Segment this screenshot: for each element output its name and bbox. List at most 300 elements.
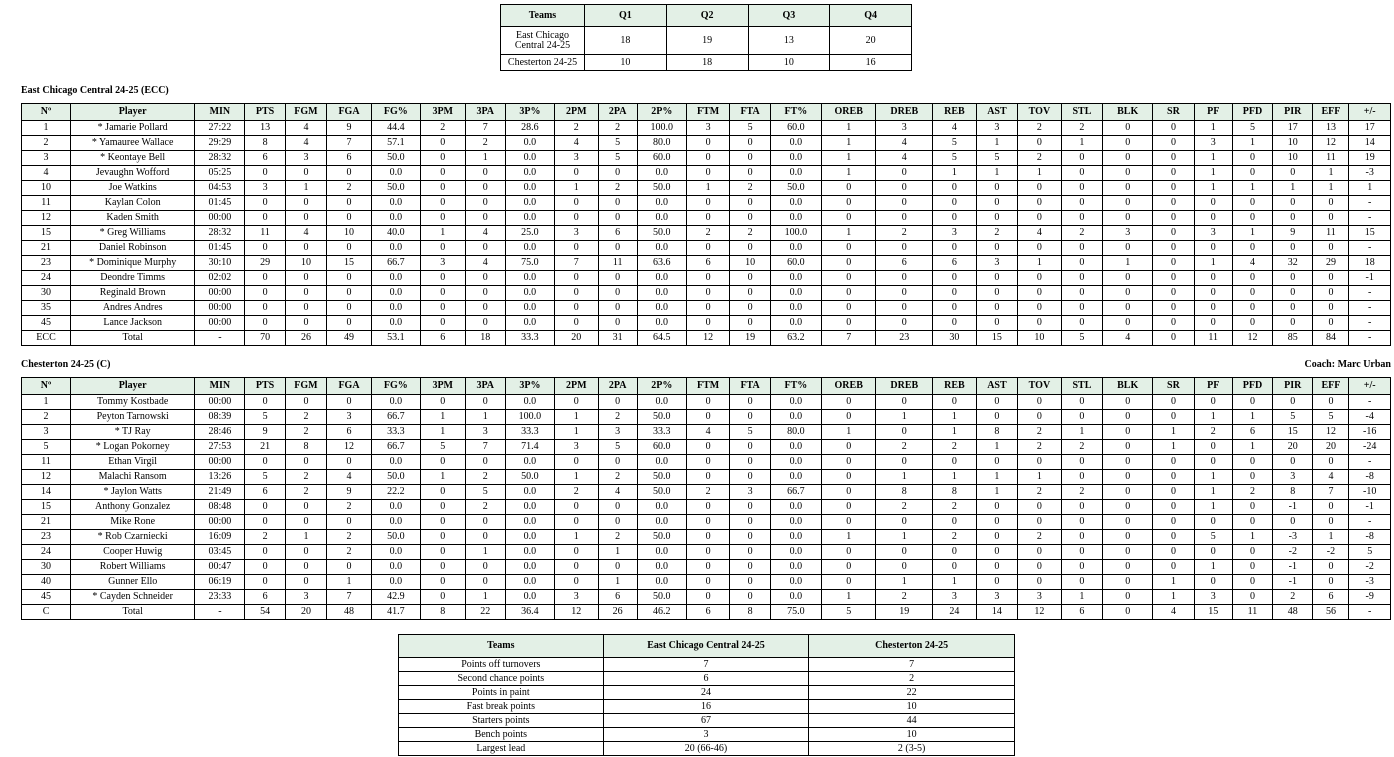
stat-cell: -1: [1273, 560, 1313, 575]
stat-cell: 100.0: [505, 410, 554, 425]
stat-cell: 0: [1061, 316, 1102, 331]
stat-cell: 33.3: [371, 425, 420, 440]
stat-cell: 0: [730, 500, 770, 515]
stat-cell: 0: [327, 286, 372, 301]
player-row: [22, 575, 1391, 590]
comparison-cell: 6: [603, 672, 809, 686]
stat-cell: 1: [876, 410, 933, 425]
stat-cell: 0: [1313, 560, 1349, 575]
stat-cell: 0: [598, 395, 637, 410]
stat-cell: 0: [420, 271, 465, 286]
stat-cell: 12: [554, 605, 598, 620]
stat-cell: 0.0: [505, 166, 554, 181]
stat-cell: 0.0: [505, 136, 554, 151]
stat-cell: 0: [876, 560, 933, 575]
player-row: [22, 256, 1391, 271]
stat-cell: 0: [821, 395, 875, 410]
stat-cell: 0: [876, 181, 933, 196]
stat-cell: 0: [876, 301, 933, 316]
stat-cell: 2: [598, 470, 637, 485]
player-row: [22, 301, 1391, 316]
stat-cell: 2: [598, 121, 637, 136]
stat-cell: 66.7: [371, 440, 420, 455]
stat-header-cell: REB: [933, 104, 977, 121]
stat-cell: 30:10: [195, 256, 245, 271]
stat-cell: 29: [245, 256, 285, 271]
stat-cell: 0: [245, 166, 285, 181]
stat-cell: 85: [1273, 331, 1313, 346]
stat-cell: 27:53: [195, 440, 245, 455]
stat-cell: 4: [1232, 256, 1272, 271]
player-row: [22, 485, 1391, 500]
stat-cell: 1: [821, 136, 875, 151]
stat-cell: 0: [1273, 515, 1313, 530]
stat-cell: 6: [327, 151, 372, 166]
stat-cell: 50.0: [637, 181, 686, 196]
stat-cell: 4: [598, 485, 637, 500]
player-name-cell: Total: [71, 331, 195, 346]
stat-cell: 60.0: [770, 256, 821, 271]
stat-cell: 0: [730, 440, 770, 455]
stat-cell: 0: [1061, 256, 1102, 271]
stat-cell: 0.0: [505, 301, 554, 316]
comparison-row: [399, 672, 1015, 686]
player-name-cell: Tommy Kostbade: [71, 395, 195, 410]
quarter-body: [501, 27, 912, 71]
stat-cell: 0: [876, 425, 933, 440]
total-row: [22, 605, 1391, 620]
stat-cell: 1: [1061, 425, 1102, 440]
stat-cell: 0: [1232, 241, 1272, 256]
stat-cell: 0: [1061, 515, 1102, 530]
stat-cell: 0: [327, 455, 372, 470]
stat-cell: 0: [598, 241, 637, 256]
stat-cell: 3: [465, 425, 505, 440]
stat-cell: 0: [730, 211, 770, 226]
stat-cell: 1: [1313, 166, 1349, 181]
stat-cell: 0: [730, 136, 770, 151]
stat-cell: 0: [1103, 211, 1153, 226]
stat-cell: -1: [1273, 500, 1313, 515]
stat-cell: 0: [554, 166, 598, 181]
stat-cell: 0: [1061, 455, 1102, 470]
stat-cell: 0.0: [505, 560, 554, 575]
player-name-cell: Andres Andres: [71, 301, 195, 316]
stat-cell: 2: [1273, 590, 1313, 605]
stat-cell: 0.0: [770, 136, 821, 151]
stat-cell: 2: [933, 530, 977, 545]
player-name-cell: * Cayden Schneider: [71, 590, 195, 605]
stat-cell: 0: [1273, 196, 1313, 211]
stat-cell: 0: [1061, 151, 1102, 166]
stat-cell: 0: [598, 515, 637, 530]
stat-cell: 0: [465, 560, 505, 575]
quarter-cell: 13: [748, 27, 830, 55]
stat-cell: 0: [285, 500, 326, 515]
stat-cell: 0: [554, 575, 598, 590]
stat-cell: 0: [1232, 301, 1272, 316]
stat-cell: 23: [876, 331, 933, 346]
comparison-body: [399, 658, 1015, 756]
stat-cell: 0: [1313, 241, 1349, 256]
stat-cell: 5: [1194, 530, 1232, 545]
stat-header-cell: DREB: [876, 378, 933, 395]
team1-box-score: [21, 103, 1391, 346]
stat-cell: 00:00: [195, 301, 245, 316]
stat-cell: 0.0: [505, 545, 554, 560]
stat-cell: 60.0: [637, 151, 686, 166]
stat-cell: 0: [1103, 286, 1153, 301]
player-row: [22, 455, 1391, 470]
stat-cell: 0: [876, 211, 933, 226]
stat-cell: 0: [420, 575, 465, 590]
stat-header-cell: PFD: [1232, 104, 1272, 121]
stat-cell: 100.0: [770, 226, 821, 241]
stat-cell: 0.0: [637, 271, 686, 286]
stat-cell: 11: [22, 455, 71, 470]
stat-cell: 0: [730, 196, 770, 211]
stat-cell: 5: [598, 151, 637, 166]
stat-cell: 0.0: [770, 515, 821, 530]
stat-cell: 80.0: [637, 136, 686, 151]
stat-cell: 24: [22, 545, 71, 560]
stat-cell: 11: [1194, 331, 1232, 346]
stat-cell: 0: [821, 196, 875, 211]
stat-cell: 53.1: [371, 331, 420, 346]
stat-cell: 0: [327, 211, 372, 226]
stat-cell: 0: [821, 256, 875, 271]
stat-cell: C: [22, 605, 71, 620]
stat-cell: 0: [1194, 196, 1232, 211]
comparison-cell: Second chance points: [399, 672, 604, 686]
stat-cell: 2: [420, 121, 465, 136]
stat-header-cell: FGA: [327, 378, 372, 395]
player-row: [22, 121, 1391, 136]
stat-cell: 1: [465, 151, 505, 166]
stat-cell: 0: [1153, 395, 1194, 410]
team2-header-row: [22, 378, 1391, 395]
stat-cell: 0: [1232, 151, 1272, 166]
stat-cell: 0: [730, 286, 770, 301]
stat-cell: 17: [1349, 121, 1391, 136]
stat-cell: 6: [686, 256, 730, 271]
stat-cell: 0.0: [770, 151, 821, 166]
stat-cell: 0: [245, 271, 285, 286]
stat-cell: 0: [1153, 485, 1194, 500]
stat-cell: 0: [1018, 545, 1062, 560]
stat-cell: 0: [1018, 181, 1062, 196]
stat-cell: 2: [1232, 485, 1272, 500]
quarter-cell: East Chicago Central 24-25: [501, 27, 585, 55]
stat-cell: 0: [1194, 301, 1232, 316]
stat-cell: 0.0: [637, 395, 686, 410]
stat-cell: 2: [598, 181, 637, 196]
stat-cell: 3: [1194, 226, 1232, 241]
stat-cell: 5: [598, 440, 637, 455]
stat-header-cell: MIN: [195, 104, 245, 121]
stat-cell: 11: [22, 196, 71, 211]
stat-cell: 00:00: [195, 515, 245, 530]
stat-cell: 1: [933, 470, 977, 485]
stat-cell: 33.3: [505, 331, 554, 346]
stat-cell: 0: [876, 241, 933, 256]
stat-cell: 0: [876, 545, 933, 560]
stat-cell: 5: [821, 605, 875, 620]
stat-header-cell: PFD: [1232, 378, 1272, 395]
team2-body: [22, 395, 1391, 620]
stat-cell: 48: [1273, 605, 1313, 620]
stat-cell: 0: [327, 241, 372, 256]
stat-cell: 6: [876, 256, 933, 271]
stat-cell: 0: [1018, 575, 1062, 590]
player-row: [22, 271, 1391, 286]
stat-cell: 22.2: [371, 485, 420, 500]
stat-cell: 00:00: [195, 211, 245, 226]
stat-cell: 1: [285, 530, 326, 545]
stat-header-cell: BLK: [1103, 104, 1153, 121]
comparison-row: [399, 686, 1015, 700]
stat-cell: -24: [1349, 440, 1391, 455]
stat-cell: 0: [686, 196, 730, 211]
stat-cell: 0: [1153, 560, 1194, 575]
stat-cell: 0: [465, 455, 505, 470]
stat-cell: 0: [730, 410, 770, 425]
stat-cell: 0.0: [770, 500, 821, 515]
stat-cell: 0.0: [770, 530, 821, 545]
stat-cell: 2: [1061, 226, 1102, 241]
stat-cell: 08:39: [195, 410, 245, 425]
stat-cell: 0: [730, 590, 770, 605]
stat-cell: 26: [598, 605, 637, 620]
stat-cell: 48: [327, 605, 372, 620]
stat-cell: 2: [686, 226, 730, 241]
comparison-row: [399, 658, 1015, 672]
stat-cell: 1: [821, 151, 875, 166]
stat-cell: 50.0: [505, 470, 554, 485]
player-row: [22, 440, 1391, 455]
stat-cell: 0: [554, 515, 598, 530]
stat-cell: 0: [420, 151, 465, 166]
stat-cell: 0: [821, 301, 875, 316]
stat-cell: 0: [465, 301, 505, 316]
stat-cell: 25.0: [505, 226, 554, 241]
stat-cell: 0: [1313, 455, 1349, 470]
stat-cell: 0: [1103, 545, 1153, 560]
stat-cell: 11: [1313, 151, 1349, 166]
stat-cell: 2: [465, 136, 505, 151]
stat-cell: 49: [327, 331, 372, 346]
quarter-header-row: [501, 5, 912, 27]
stat-cell: 0: [1273, 316, 1313, 331]
stat-cell: 0: [1061, 470, 1102, 485]
stat-cell: 0: [1103, 410, 1153, 425]
stat-cell: -: [195, 331, 245, 346]
stat-cell: 0: [1103, 530, 1153, 545]
comparison-cell: Points off turnovers: [399, 658, 604, 672]
stat-cell: 0: [821, 545, 875, 560]
stat-cell: 0: [933, 515, 977, 530]
stat-cell: -4: [1349, 410, 1391, 425]
stat-cell: -3: [1349, 166, 1391, 181]
player-row: [22, 545, 1391, 560]
stat-cell: 0: [1153, 331, 1194, 346]
stat-cell: 44.4: [371, 121, 420, 136]
stat-cell: 0: [686, 301, 730, 316]
comparison-cell: 10: [809, 728, 1015, 742]
stat-cell: 0.0: [371, 500, 420, 515]
stat-cell: 0: [285, 316, 326, 331]
stat-cell: 1: [1018, 470, 1062, 485]
stat-cell: -3: [1349, 575, 1391, 590]
stat-cell: 0: [554, 241, 598, 256]
stat-cell: 0: [420, 485, 465, 500]
stat-header-cell: PF: [1194, 104, 1232, 121]
stat-cell: 0: [1313, 196, 1349, 211]
stat-cell: 2: [245, 530, 285, 545]
stat-cell: 0: [686, 545, 730, 560]
stat-cell: 0.0: [505, 590, 554, 605]
quarter-header-cell: Q2: [666, 5, 748, 27]
stat-cell: 5: [420, 440, 465, 455]
stat-cell: 15: [976, 331, 1017, 346]
player-name-cell: * Greg Williams: [71, 226, 195, 241]
stat-cell: 0.0: [371, 211, 420, 226]
stat-cell: 50.0: [371, 470, 420, 485]
stat-cell: 0: [1061, 395, 1102, 410]
stat-cell: 0: [285, 395, 326, 410]
stat-cell: 0: [465, 316, 505, 331]
player-row: [22, 515, 1391, 530]
stat-cell: 0: [1153, 211, 1194, 226]
stat-cell: 0: [598, 196, 637, 211]
stat-cell: 1: [554, 425, 598, 440]
stat-cell: 75.0: [505, 256, 554, 271]
stat-cell: -: [1349, 196, 1391, 211]
stat-cell: 4: [1313, 470, 1349, 485]
quarter-header-cell: Q1: [585, 5, 667, 27]
stat-cell: 3: [933, 590, 977, 605]
stat-cell: 2: [933, 440, 977, 455]
stat-cell: 11: [598, 256, 637, 271]
player-row: [22, 151, 1391, 166]
stat-cell: -1: [1349, 500, 1391, 515]
player-name-cell: Cooper Huwig: [71, 545, 195, 560]
stat-cell: 4: [285, 121, 326, 136]
stat-header-cell: 3PM: [420, 104, 465, 121]
stat-cell: 0: [1061, 500, 1102, 515]
stat-cell: 0: [976, 241, 1017, 256]
stat-cell: 0.0: [505, 151, 554, 166]
stat-header-cell: FTM: [686, 104, 730, 121]
stat-cell: 0: [1061, 211, 1102, 226]
stat-cell: 1: [1153, 590, 1194, 605]
stat-cell: 01:45: [195, 196, 245, 211]
stat-cell: 1: [933, 410, 977, 425]
stat-cell: 8: [933, 485, 977, 500]
stat-cell: 0.0: [637, 545, 686, 560]
stat-header-cell: +/-: [1349, 104, 1391, 121]
stat-cell: 0.0: [770, 286, 821, 301]
stat-cell: 0: [420, 196, 465, 211]
stat-cell: 5: [465, 485, 505, 500]
stat-cell: 0: [245, 455, 285, 470]
stat-cell: 0.0: [505, 286, 554, 301]
stat-cell: 0: [976, 181, 1017, 196]
stat-cell: 1: [420, 410, 465, 425]
stat-cell: 00:00: [195, 286, 245, 301]
stat-cell: 10: [22, 181, 71, 196]
stat-cell: 0: [1103, 425, 1153, 440]
stat-cell: 27:22: [195, 121, 245, 136]
player-row: [22, 410, 1391, 425]
stat-cell: 0.0: [637, 286, 686, 301]
stat-cell: 3: [22, 425, 71, 440]
stat-cell: ECC: [22, 331, 71, 346]
stat-cell: -: [1349, 331, 1391, 346]
stat-cell: 0: [1232, 271, 1272, 286]
stat-cell: 84: [1313, 331, 1349, 346]
stat-cell: 0.0: [371, 395, 420, 410]
stat-cell: 0: [686, 211, 730, 226]
stat-cell: 32: [1273, 256, 1313, 271]
player-row: [22, 286, 1391, 301]
stat-cell: 0: [1153, 515, 1194, 530]
stat-cell: 0: [1194, 271, 1232, 286]
stat-cell: 1: [1232, 440, 1272, 455]
team2-title: Chesterton 24-25 (C): [21, 359, 111, 370]
stat-cell: 15: [1349, 226, 1391, 241]
stat-header-cell: 2P%: [637, 104, 686, 121]
stat-cell: 0: [1194, 316, 1232, 331]
stat-cell: 2: [876, 226, 933, 241]
stat-cell: 8: [976, 425, 1017, 440]
stat-cell: 8: [420, 605, 465, 620]
stat-cell: 0: [465, 515, 505, 530]
stat-cell: 2: [976, 226, 1017, 241]
stat-cell: 0: [933, 545, 977, 560]
stat-cell: 28:32: [195, 151, 245, 166]
stat-cell: 0: [598, 166, 637, 181]
stat-cell: 0.0: [505, 575, 554, 590]
stat-cell: 1: [465, 545, 505, 560]
stat-cell: 3: [420, 256, 465, 271]
stat-cell: 1: [1194, 166, 1232, 181]
stat-cell: 0: [730, 395, 770, 410]
stat-cell: -: [1349, 286, 1391, 301]
stat-header-cell: 3PA: [465, 104, 505, 121]
stat-cell: 6: [686, 605, 730, 620]
player-row: [22, 316, 1391, 331]
stat-header-cell: AST: [976, 104, 1017, 121]
stat-cell: 9: [327, 485, 372, 500]
stat-cell: 4: [465, 256, 505, 271]
stat-cell: 0: [1103, 241, 1153, 256]
stat-cell: 50.0: [637, 530, 686, 545]
stat-cell: 0: [598, 560, 637, 575]
stat-cell: 0: [245, 560, 285, 575]
stat-cell: 23:33: [195, 590, 245, 605]
stat-cell: -: [195, 605, 245, 620]
stat-cell: 12: [686, 331, 730, 346]
stat-header-cell: PIR: [1273, 378, 1313, 395]
stat-cell: -2: [1273, 545, 1313, 560]
stat-cell: 0.0: [505, 500, 554, 515]
stat-cell: 4: [876, 151, 933, 166]
stat-cell: 1: [554, 410, 598, 425]
stat-cell: 70: [245, 331, 285, 346]
player-row: [22, 166, 1391, 181]
stat-header-cell: Nº: [22, 378, 71, 395]
